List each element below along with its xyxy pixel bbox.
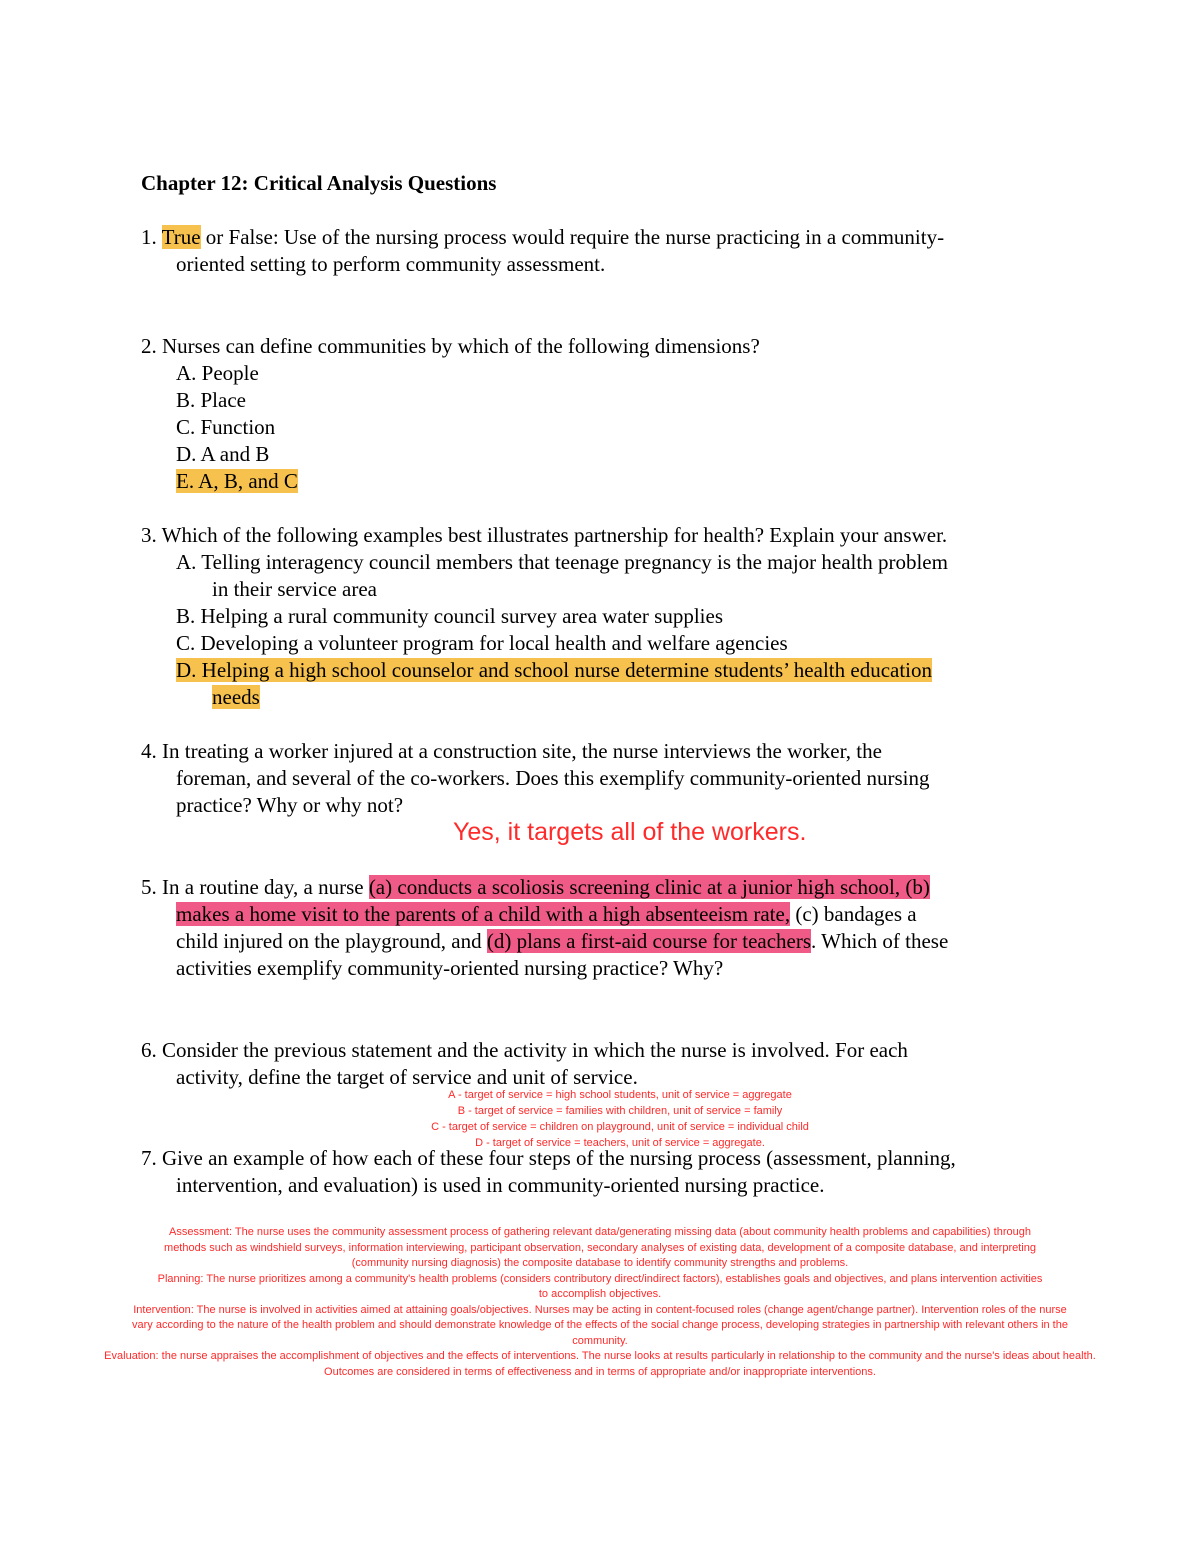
assessment-line-3: (community nursing diagnosis) the composite database to identify community strengths and problems. [351, 1257, 849, 1269]
question-5-line-1-pre: 5. In a routine day, a nurse [141, 875, 369, 899]
question-3-option-a-line-2: in their service area [212, 577, 377, 601]
question-5-line-2 [176, 901, 917, 928]
question-6-answers [0, 1087, 1200, 1151]
evaluation-line-1: Evaluation: the nurse appraises the accomplishment of objectives and the effects of interventions. The nurse looks at results particularly in relationship to the community and the nurse's ideas about health. [104, 1350, 1096, 1362]
question-7-line-2: intervention, and evaluation) is used in community-oriented nursing practice. [176, 1173, 825, 1197]
assessment-line-1: Assessment: The nurse uses the community assessment process of gathering relevant data/generating missing data (about community health problems and capabilities) through [169, 1226, 1031, 1238]
question-5-line-3-post: . Which of these [811, 929, 949, 953]
planning-line-1: Planning: The nurse prioritizes among a community's health problems (considers contributory direct/indirect factors), establishes goals and objectives, and plans intervention activities [157, 1272, 1043, 1285]
question-3-option-d-answer-line-1: D. Helping a high school counselor and school nurse determine students’ health education [176, 658, 932, 682]
question-2-option-c: C. Function [176, 415, 276, 439]
question-3-option-c: C. Developing a volunteer program for local health and welfare agencies [176, 631, 788, 655]
assessment-line-2: methods such as windshield surveys, information interviewing, participant observation, secondary analyses of existing data, development of a composite database, and interpreting [164, 1241, 1036, 1254]
question-6-answer-d: D - target of service = teachers, unit of service = aggregate. [475, 1137, 765, 1149]
page-title: Chapter 12: Critical Analysis Questions [141, 171, 497, 195]
question-2-option-e-answer: E. A, B, and C [176, 469, 298, 493]
question-2-option-a: A. People [176, 361, 259, 385]
question-5-line-2-post: (c) bandages a [790, 902, 917, 926]
question-4-answer: Yes, it targets all of the workers. [453, 818, 807, 846]
question-1-number: 1. [141, 225, 157, 249]
question-6-answer-b: B - target of service = families with children, unit of service = family [457, 1105, 783, 1117]
question-5-highlight-d: (d) plans a first-aid course for teachers [486, 929, 812, 953]
answer-true-highlight: True [161, 225, 201, 249]
intervention-line-2: vary according to the nature of the health problem and should demonstrate knowledge of the effects of the social change process, developing strategies in partnership with relevant others in the [132, 1319, 1068, 1331]
intervention-line-3: community. [572, 1334, 628, 1347]
question-1-text: or False: Use of the nursing process would require the nurse practicing in a community- [200, 225, 945, 249]
question-1-line-1 [141, 224, 944, 251]
question-6-line-1: 6. Consider the previous statement and the activity in which the nurse is involved. For each [141, 1038, 908, 1062]
question-7-line-1: 7. Give an example of how each of these four steps of the nursing process (assessment, planning, [141, 1146, 956, 1170]
question-1-line-2: oriented setting to perform community assessment. [176, 252, 606, 276]
planning-line-2: to accomplish objectives. [538, 1288, 662, 1300]
question-7-answer [0, 1225, 1200, 1380]
intervention-line-1: Intervention: The nurse is involved in activities aimed at attaining goals/objectives. Nurses may be acting in content-focused roles (change agent/change partner). Intervention roles of the nurse [133, 1303, 1067, 1316]
question-5-line-3-pre: child injured on the playground, and [176, 929, 487, 953]
question-4-line-1: 4. In treating a worker injured at a construction site, the nurse interviews the worker, the [141, 739, 882, 763]
evaluation-line-2: Outcomes are considered in terms of effectiveness and in terms of appropriate and/or inappropriate interventions. [324, 1365, 876, 1378]
question-3-option-a-line-1: A. Telling interagency council members that teenage pregnancy is the major health problem [176, 550, 948, 574]
question-5-highlight-a-b: (a) conducts a scoliosis screening clinic at a junior high school, (b) [368, 875, 930, 899]
question-5-line-1 [141, 874, 930, 901]
question-6-answer-c: C - target of service = children on playground, unit of service = individual child [431, 1121, 809, 1133]
question-5-highlight-b-cont: makes a home visit to the parents of a child with a high absenteeism rate, [176, 902, 791, 926]
question-6-answer-a: A - target of service = high school students, unit of service = aggregate [448, 1089, 792, 1101]
question-2-text: 2. Nurses can define communities by which of the following dimensions? [141, 334, 760, 358]
question-3-option-d-answer-line-2: needs [212, 685, 260, 709]
question-2-option-d: D. A and B [176, 442, 270, 466]
question-3-text: 3. Which of the following examples best illustrates partnership for health? Explain your answer. [141, 523, 948, 547]
question-6-line-2: activity, define the target of service and unit of service. [176, 1065, 638, 1089]
question-5-line-4: activities exemplify community-oriented nursing practice? Why? [176, 956, 724, 980]
question-3-option-b: B. Helping a rural community council survey area water supplies [176, 604, 724, 628]
question-5-line-3 [176, 928, 948, 955]
question-2-option-b: B. Place [176, 388, 246, 412]
question-4-line-3: practice? Why or why not? [176, 793, 404, 817]
question-4-line-2: foreman, and several of the co-workers. Does this exemplify community-oriented nursing [176, 766, 930, 790]
